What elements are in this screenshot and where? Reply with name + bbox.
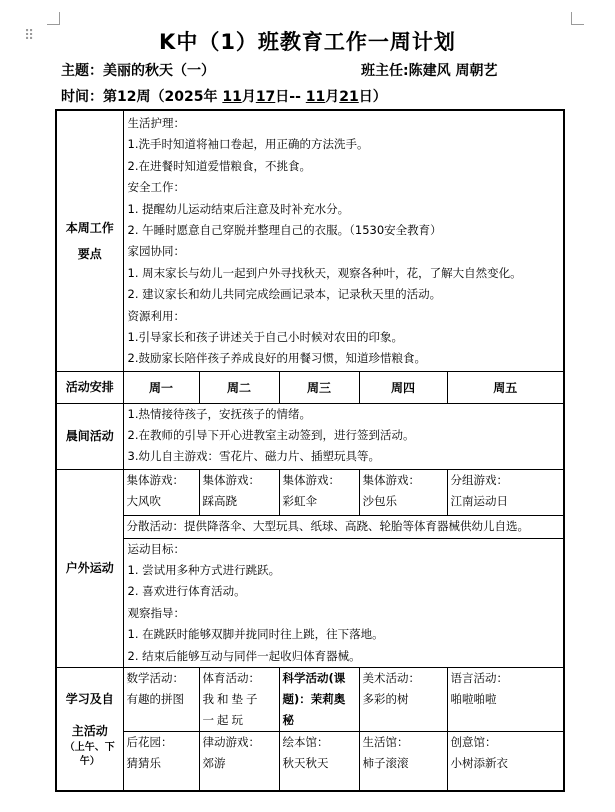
learning-wed-1: 科学活动(课题)：茉莉奥秘: [279, 667, 359, 731]
learning-fri-2: 创意馆： 小树添新衣: [447, 731, 564, 791]
page-title: K中（1）班教育工作一周计划: [159, 30, 456, 54]
schedule-header-row: [56, 371, 564, 403]
schedule-label: 活动安排: [56, 371, 123, 403]
table-drag-handle-icon[interactable]: ⠿: [24, 28, 33, 44]
outdoor-game-wed: 集体游戏： 彩虹伞: [279, 469, 359, 515]
day-tuesday: 周二: [199, 371, 279, 403]
outdoor-scattered: 分散活动：提供降落伞、大型玩具、纸球、高跷、轮胎等体育器械供幼儿自选。: [123, 515, 564, 538]
day-monday: 周一: [123, 371, 199, 403]
time-line: 时间：第12周（2025年 11月17日-- 11月21日）: [61, 89, 387, 105]
outdoor-game-fri: 分组游戏： 江南运动日: [447, 469, 564, 515]
outdoor-label: 户外运动: [56, 469, 123, 667]
learning-tue-2: 律动游戏： 郊游: [199, 731, 279, 791]
learning-wed-2: 绘本馆： 秋天秋天: [279, 731, 359, 791]
weekly-focus-row: [56, 110, 564, 371]
weekly-plan-table: [55, 109, 565, 792]
day-friday: 周五: [447, 371, 564, 403]
outdoor-goals: 运动目标： 1. 尝试用多种方式进行跳跃。 2. 喜欢进行体育活动。 观察指导： 1. 在跳跃时能够双脚并拢同时往上跳，往下落地。 2. 结束后能够互动与同伴一起收归体育器械。: [123, 538, 564, 667]
morning-label: 晨间活动: [56, 403, 123, 469]
outdoor-game-tue: 集体游戏： 踩高跷: [199, 469, 279, 515]
learning-mon-1: 数学活动： 有趣的拼图: [123, 667, 199, 731]
crop-mark-top-right: [571, 12, 584, 25]
outdoor-scattered-row: [56, 515, 564, 538]
learning-label: 学习及自 主活动 （上午、下午）: [56, 667, 123, 791]
learning-tue-1: 体育活动： 我和垫子一起玩: [199, 667, 279, 731]
outdoor-game-thu: 集体游戏： 沙包乐: [359, 469, 447, 515]
day-thursday: 周四: [359, 371, 447, 403]
learning-fri-1: 语言活动： 啪啦啪啦: [447, 667, 564, 731]
learning-thu-2: 生活馆： 柿子滚滚: [359, 731, 447, 791]
crop-mark-top-left: [47, 12, 60, 25]
day-wednesday: 周三: [279, 371, 359, 403]
morning-content: 1.热情接待孩子，安抚孩子的情绪。 2.在教师的引导下开心进教室主动签到，进行签到活动。 3.幼儿自主游戏：雪花片、磁力片、插塑玩具等。: [123, 403, 564, 469]
learning-row-1: [56, 667, 564, 731]
weekly-focus-content: 生活护理： 1.洗手时知道将袖口卷起，用正确的方法洗手。 2.在进餐时知道爱惜粮食，不挑食。 安全工作： 1. 提醒幼儿运动结束后注意及时补充水分。 2. 午睡时愿意自己穿脱并整理自己的衣服。（1530安全教育） 家园协同： 1. 周末家长与幼儿一起到户外寻找秋天，观察各种叶，花，了解大自然变化。 2. 建议家长和幼儿共同完成绘画记录本，记录秋天里的活动。 资源利用： 1.引导家长和孩子讲述关于自己小时候对农田的印象。 2.鼓励家长陪伴孩子养成良好的用餐习惯，知道珍惜粮食。: [123, 110, 564, 371]
outdoor-game-mon: 集体游戏： 大风吹: [123, 469, 199, 515]
learning-thu-1: 美术活动： 多彩的树: [359, 667, 447, 731]
morning-row: [56, 403, 564, 469]
learning-row-2: [56, 731, 564, 791]
learning-mon-2: 后花园： 猜猜乐: [123, 731, 199, 791]
weekly-focus-label: 本周工作要点: [56, 110, 123, 371]
outdoor-goals-row: [56, 538, 564, 667]
theme-line: 主题：美丽的秋天（一）: [61, 63, 215, 79]
teacher-line: 班主任:陈建风 周朝艺: [361, 63, 498, 79]
outdoor-games-row: [56, 469, 564, 515]
